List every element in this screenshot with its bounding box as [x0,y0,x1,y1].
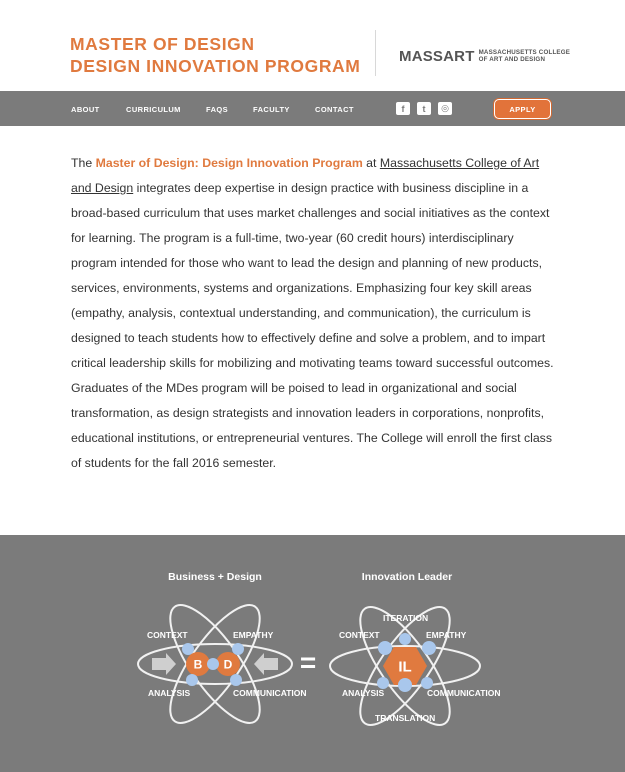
right-label-iteration: ITERATION [383,613,429,623]
logo-subtitle-line-2: OF ART AND DESIGN [478,55,546,63]
title-line-1: MASTER OF DESIGN [70,34,255,54]
intro-text-2: at [362,156,380,170]
right-atom [330,571,501,737]
right-dot-2 [422,641,436,655]
facebook-icon[interactable]: f [396,102,410,115]
diagram-section [0,535,625,772]
node-il-label: IL [398,658,412,676]
apply-button[interactable]: APPLY [494,99,551,119]
node-b-label: B [193,657,203,672]
node-d-label: D [223,657,233,672]
equals-sign: = [299,647,317,678]
logo-subtitle [479,50,571,63]
right-dot-6 [398,678,412,692]
right-label-empathy: EMPATHY [426,630,467,640]
right-label-context: CONTEXT [339,630,380,640]
nav-faculty[interactable]: FACULTY [253,105,290,114]
left-title: Business + Design [168,571,262,583]
right-dot-1 [378,641,392,655]
intro-paragraph [71,151,556,476]
left-dot-4 [230,674,242,686]
left-atom [138,571,307,735]
right-inward-arrow [254,653,278,675]
left-dot-2 [232,643,244,655]
nav-contact[interactable]: CONTACT [315,105,354,114]
twitter-icon[interactable]: t [417,102,431,115]
right-title: Innovation Leader [361,571,453,583]
left-label-empathy: EMPATHY [233,630,274,640]
nav-faqs[interactable]: FAQS [206,105,229,114]
college-link[interactable]: Massachusetts College of Art and Design [71,156,540,195]
right-label-translation: TRANSLATION [375,713,436,723]
site-header [0,0,625,91]
left-label-context: CONTEXT [147,630,188,640]
left-inward-arrow [152,653,176,675]
diagram-svg [0,535,625,772]
title-line-2: DESIGN INNOVATION PROGRAM [70,56,361,76]
left-dot-3 [186,674,198,686]
right-dot-3 [399,633,411,645]
intro-text-3: integrates deep expertise in design practice with business discipline in a broad-based curriculum that uses market challenges and social initiatives as the context for learning. The program is a full-time, two-year (60 credit hours) interdisciplinary program intended for those who want to lead the design and planning of new products, services, environments, systems and organizations. Emphasizing four key skill areas (empathy, analysis, contextual understanding, and communication), the curriculum is designed to teach students how to effectively define and solve a problem, and to impart critical leadership skills for mobilizing and motivating teams toward successful outcomes. Graduates of the MDes program will be poised to lead in organizational and social transformation, as design strategists and innovation leaders in corporations, nonprofits, educational institutions, or entrepreneurial ventures. The College will enroll the first class of students for the fall 2016 semester. [71,181,554,470]
program-name-highlight: Master of Design: Design Innovation Program [95,156,363,170]
intro-text-1: The [71,156,96,170]
program-title[interactable] [70,33,360,77]
logo-wordmark: MASSART [399,48,475,65]
right-label-communication: COMMUNICATION [427,688,501,698]
right-label-analysis: ANALYSIS [342,688,385,698]
nav-about[interactable]: ABOUT [71,105,100,114]
left-dot-1 [182,643,194,655]
left-center-dot [207,658,219,670]
massart-logo[interactable] [399,48,570,65]
instagram-icon[interactable]: ◎ [438,102,452,115]
left-label-communication: COMMUNICATION [233,688,307,698]
header-divider [375,30,376,76]
logo-subtitle-line-1: MASSACHUSETTS COLLEGE [478,48,571,56]
nav-curriculum[interactable]: CURRICULUM [126,105,181,114]
left-label-analysis: ANALYSIS [148,688,191,698]
